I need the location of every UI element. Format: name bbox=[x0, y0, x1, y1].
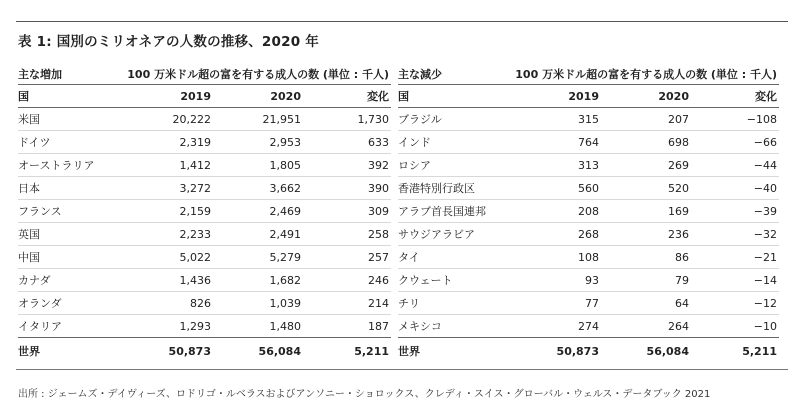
value-2019-cell: 77 bbox=[508, 292, 599, 315]
table-row bbox=[398, 315, 779, 338]
value-2020-cell: 1,682 bbox=[211, 269, 301, 292]
country-cell: ロシア bbox=[398, 154, 508, 177]
country-cell: カナダ bbox=[18, 269, 118, 292]
value-2020-cell: 64 bbox=[599, 292, 689, 315]
table-title: 表 1: 国別のミリオネアの人数の推移、2020 年 bbox=[18, 34, 319, 50]
country-cell: 日本 bbox=[18, 177, 118, 200]
value-2019-cell: 3,272 bbox=[118, 177, 211, 200]
country-cell: アラブ首長国連邦 bbox=[398, 200, 508, 223]
increase-col-2020: 2020 bbox=[211, 85, 301, 108]
change-cell: 1,730 bbox=[301, 108, 391, 131]
value-2019-cell: 826 bbox=[118, 292, 211, 315]
value-2020-cell: 1,480 bbox=[211, 315, 301, 338]
decrease-header-label: 主な減少 bbox=[398, 64, 508, 85]
change-cell: −32 bbox=[689, 223, 779, 246]
table-row bbox=[18, 154, 391, 177]
country-cell: 中国 bbox=[18, 246, 118, 269]
table-row bbox=[18, 246, 391, 269]
country-cell: ドイツ bbox=[18, 131, 118, 154]
value-2020-cell: 79 bbox=[599, 269, 689, 292]
value-2019-cell: 764 bbox=[508, 131, 599, 154]
value-2019-cell: 268 bbox=[508, 223, 599, 246]
value-2020-cell: 698 bbox=[599, 131, 689, 154]
value-2019-cell: 5,022 bbox=[118, 246, 211, 269]
country-cell: タイ bbox=[398, 246, 508, 269]
change-cell: −12 bbox=[689, 292, 779, 315]
table-row bbox=[398, 223, 779, 246]
source-note: 出所 : ジェームズ・デイヴィーズ、ロドリゴ・ルベラスおよびアンソニー・ショロックス、クレディ・スイス・グローバル・ウェルス・データブック 2021 bbox=[18, 389, 711, 400]
value-2019-cell: 93 bbox=[508, 269, 599, 292]
table-row bbox=[18, 223, 391, 246]
value-2019-cell: 274 bbox=[508, 315, 599, 338]
increase-col-country: 国 bbox=[18, 85, 118, 108]
value-2020-cell: 2,469 bbox=[211, 200, 301, 223]
table-row bbox=[18, 108, 391, 131]
increase-header-label: 主な増加 bbox=[18, 64, 118, 85]
value-2020-cell: 2,953 bbox=[211, 131, 301, 154]
change-cell: 390 bbox=[301, 177, 391, 200]
table-row bbox=[398, 200, 779, 223]
total-2020: 56,084 bbox=[646, 344, 689, 358]
country-cell: ブラジル bbox=[398, 108, 508, 131]
table-row bbox=[398, 154, 779, 177]
total-label: 世界 bbox=[398, 345, 420, 358]
change-cell: −39 bbox=[689, 200, 779, 223]
change-cell: −108 bbox=[689, 108, 779, 131]
table-row bbox=[18, 200, 391, 223]
table-row bbox=[18, 131, 391, 154]
change-cell: 309 bbox=[301, 200, 391, 223]
change-cell: −40 bbox=[689, 177, 779, 200]
change-cell: 246 bbox=[301, 269, 391, 292]
increase-col-2019: 2019 bbox=[118, 85, 211, 108]
value-2019-cell: 1,436 bbox=[118, 269, 211, 292]
change-cell: −14 bbox=[689, 269, 779, 292]
total-row bbox=[18, 338, 391, 365]
value-2020-cell: 236 bbox=[599, 223, 689, 246]
country-cell: インド bbox=[398, 131, 508, 154]
country-cell: 香港特別行政区 bbox=[398, 177, 508, 200]
change-cell: −10 bbox=[689, 315, 779, 338]
value-2020-cell: 21,951 bbox=[211, 108, 301, 131]
decrease-col-2020: 2020 bbox=[599, 85, 689, 108]
decrease-col-2019: 2019 bbox=[508, 85, 599, 108]
value-2020-cell: 1,805 bbox=[211, 154, 301, 177]
value-2019-cell: 108 bbox=[508, 246, 599, 269]
value-2020-cell: 86 bbox=[599, 246, 689, 269]
total-change: 5,211 bbox=[742, 344, 778, 358]
value-2019-cell: 560 bbox=[508, 177, 599, 200]
value-2019-cell: 2,159 bbox=[118, 200, 211, 223]
total-label: 世界 bbox=[18, 345, 40, 358]
value-2019-cell: 208 bbox=[508, 200, 599, 223]
value-2020-cell: 5,279 bbox=[211, 246, 301, 269]
country-cell: オーストラリア bbox=[18, 154, 118, 177]
top-rule bbox=[16, 21, 788, 22]
value-2019-cell: 20,222 bbox=[118, 108, 211, 131]
change-cell: −21 bbox=[689, 246, 779, 269]
table-row bbox=[18, 177, 391, 200]
country-cell: メキシコ bbox=[398, 315, 508, 338]
bottom-rule bbox=[16, 369, 788, 370]
country-cell: 英国 bbox=[18, 223, 118, 246]
table-row bbox=[398, 131, 779, 154]
decrease-table bbox=[398, 64, 779, 364]
table-row bbox=[398, 108, 779, 131]
country-cell: チリ bbox=[398, 292, 508, 315]
decrease-header-unit: 100 万米ドル超の富を有する成人の数 (単位 : 千人) bbox=[508, 64, 779, 85]
change-cell: −44 bbox=[689, 154, 779, 177]
country-cell: オランダ bbox=[18, 292, 118, 315]
value-2019-cell: 2,233 bbox=[118, 223, 211, 246]
change-cell: 257 bbox=[301, 246, 391, 269]
value-2020-cell: 1,039 bbox=[211, 292, 301, 315]
country-cell: イタリア bbox=[18, 315, 118, 338]
change-cell: 187 bbox=[301, 315, 391, 338]
value-2019-cell: 1,412 bbox=[118, 154, 211, 177]
value-2020-cell: 169 bbox=[599, 200, 689, 223]
increase-col-change: 変化 bbox=[301, 85, 391, 108]
decrease-col-change: 変化 bbox=[689, 85, 779, 108]
table-row bbox=[18, 292, 391, 315]
value-2020-cell: 269 bbox=[599, 154, 689, 177]
increase-table bbox=[18, 64, 391, 364]
value-2020-cell: 2,491 bbox=[211, 223, 301, 246]
change-cell: 392 bbox=[301, 154, 391, 177]
total-2020: 56,084 bbox=[258, 344, 301, 358]
country-cell: 米国 bbox=[18, 108, 118, 131]
change-cell: 214 bbox=[301, 292, 391, 315]
table-row bbox=[398, 246, 779, 269]
table-row bbox=[18, 315, 391, 338]
country-cell: サウジアラビア bbox=[398, 223, 508, 246]
total-2019: 50,873 bbox=[556, 344, 599, 358]
value-2020-cell: 3,662 bbox=[211, 177, 301, 200]
table-row bbox=[398, 292, 779, 315]
change-cell: 258 bbox=[301, 223, 391, 246]
value-2020-cell: 207 bbox=[599, 108, 689, 131]
increase-header-unit: 100 万米ドル超の富を有する成人の数 (単位 : 千人) bbox=[118, 64, 391, 85]
total-change: 5,211 bbox=[354, 344, 390, 358]
total-2019: 50,873 bbox=[168, 344, 211, 358]
country-cell: クウェート bbox=[398, 269, 508, 292]
value-2019-cell: 1,293 bbox=[118, 315, 211, 338]
table-row bbox=[398, 269, 779, 292]
change-cell: 633 bbox=[301, 131, 391, 154]
change-cell: −66 bbox=[689, 131, 779, 154]
total-row bbox=[398, 338, 779, 365]
value-2019-cell: 2,319 bbox=[118, 131, 211, 154]
table-row bbox=[18, 269, 391, 292]
value-2020-cell: 520 bbox=[599, 177, 689, 200]
value-2019-cell: 315 bbox=[508, 108, 599, 131]
decrease-col-country: 国 bbox=[398, 85, 508, 108]
table-row bbox=[398, 177, 779, 200]
value-2020-cell: 264 bbox=[599, 315, 689, 338]
value-2019-cell: 313 bbox=[508, 154, 599, 177]
country-cell: フランス bbox=[18, 200, 118, 223]
